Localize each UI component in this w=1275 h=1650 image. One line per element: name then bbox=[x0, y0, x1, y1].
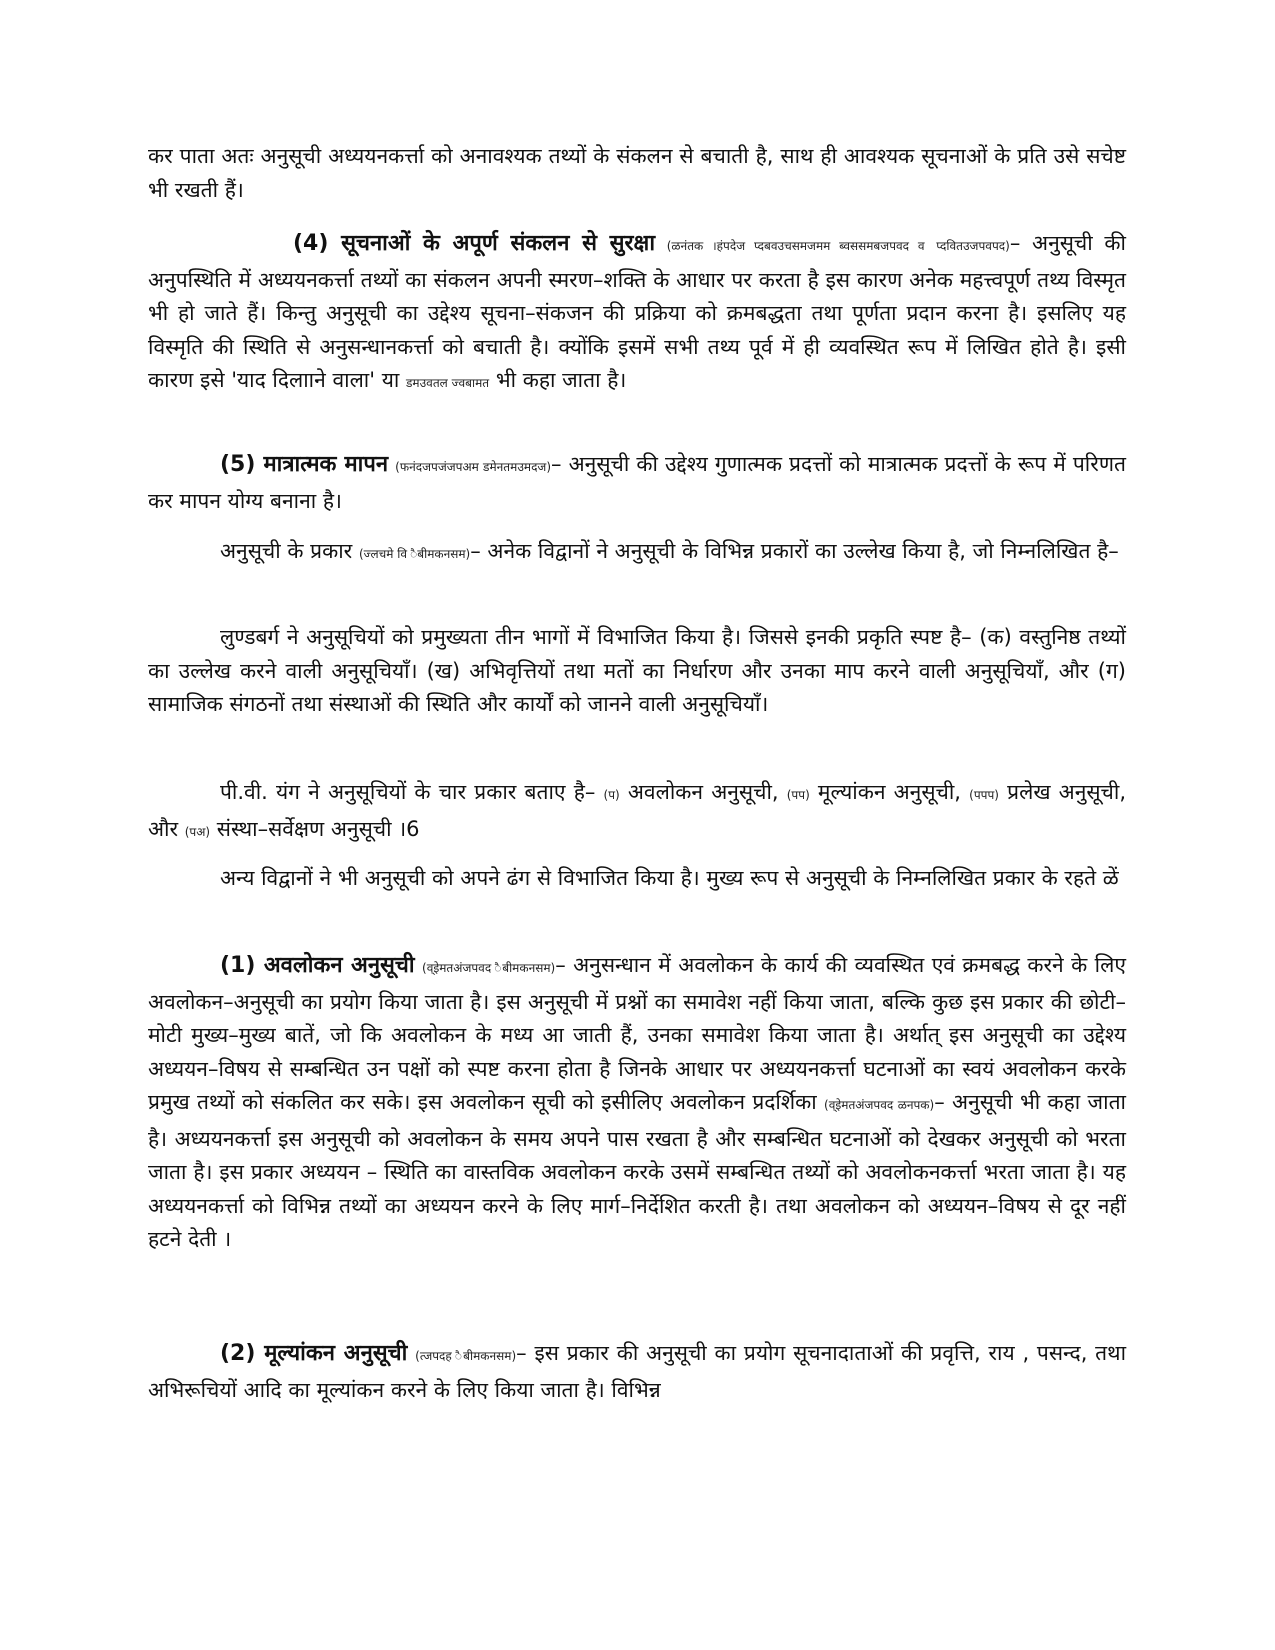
body-point-4-tail: भी कहा जाता है। bbox=[489, 368, 627, 392]
marker-4: (पअ) bbox=[184, 824, 211, 839]
types-lead: अनुसूची के प्रकार bbox=[220, 539, 359, 563]
types-body: – अनेक विद्वानों ने अनुसूची के विभिन्न प्रकारों का उल्लेख किया है, जो निम्नलिखित है– bbox=[470, 539, 1119, 563]
paragraph-lundberg: लुण्डबर्ग ने अनुसूचियों को प्रमुख्यता तीन भागों में विभाजित किया है। जिससे इनकी प्रकृति स्पष्ट है– (क) वस्तुनिष्ठ तथ्यों का उल्लेख करने वाली अनुसूचियाँ। (ख) अभिवृत्तियों तथा मतों का निर्धारण और उनका माप करने वाली अनुसूचियाँ, और (ग) सामाजिक संगठनों तथा संस्थाओं की स्थिति और कार्यों को जानने वाली अनुसूचियाँ। bbox=[148, 625, 1126, 716]
english-term-rating: (त्जपदह ैबीमकनसम) bbox=[415, 1349, 517, 1363]
english-term-point-4: (ळनंतक ।हंपदेज प्दबवउचसमजमम ब्वससमबजपवद व bbox=[666, 239, 925, 253]
english-term-point-4-cont: प्दवितउजपवपद) bbox=[936, 239, 1010, 253]
body-observation: – अनुसन्धान में अवलोकन के कार्य की व्यवस्थित एवं क्रमबद्ध करने के लिए अवलोकन–अनुसूची का प्रयोग किया जाता है। इस अनुसूची में प्रश्नों का समावेश नहीं किया जाता, बल्कि कुछ इस प्रकार की छोटी–मोटी मुख्य–मुख्य बातें, जो कि अवलोकन के मध्य आ जाती हैं, उनका समावेश किया जाता है। अर्थात् इस अनुसूची का उद्देश्य अध्ययन–विषय से सम्बन्धित उन पक्षों को स्पष्ट करना होता है जिनके आधार पर अध्ययनकर्त्ता घटनाओं का स्वयं अवलोकन करके प्रमुख तथ्यों को संकलित कर सके। इस अवलोकन सूची को इसीलिए अवलोकन प्रदर्शिका bbox=[148, 953, 1126, 1114]
body-point-5: – अनुसूची की उद्देश्य गुणात्मक प्रदत्तों को मात्रात्मक प्रदत्तों के रूप में परिणत कर मापन योग्य बनाना है। bbox=[148, 452, 1126, 513]
marker-1: (प) bbox=[603, 788, 620, 802]
paragraph-other-scholars: अन्य विद्वानों ने भी अनुसूची को अपने ढंग से विभाजित किया है। मुख्य रूप से अनुसूची के निम्नलिखित प्रकार के रहते ळें bbox=[220, 866, 1119, 890]
paragraph-point-5 bbox=[148, 448, 1126, 518]
paragraph-rating-schedule bbox=[148, 1337, 1126, 1407]
paragraph-intro: कर पाता अतः अनुसूची अध्ययनकर्त्ता को अनावश्यक तथ्यों के संकलन से बचाती है, साथ ही आवश्यक सूचनाओं के प्रति उसे सचेष्ट भी रखती हैं। bbox=[148, 144, 1127, 202]
paragraph-observation-schedule bbox=[148, 949, 1126, 1257]
marker-2: (पप) bbox=[786, 788, 810, 802]
heading-point-4: (4) सूचनाओं के अपूर्ण संकलन से सुरक्षा bbox=[293, 231, 656, 256]
english-term-memory: डमउवतल ज्वबामत bbox=[406, 376, 490, 390]
body-observation-2: – अनुसूची भी कहा जाता है। अध्ययनकर्त्ता इस अनुसूची को अवलोकन के समय अपने पास रखता है और सम्बन्धित घटनाओं को देखकर अनुसूची को भरता जाता है। इस प्रकार अध्ययन – स्थिति का वास्तविक अवलोकन करके उसमें सम्बन्धित तथ्यों को अवलोकनकर्त्ता भरता जाता है। यह अध्ययनकर्त्ता को विभिन्न तथ्यों का अध्ययन करने के लिए मार्ग–निर्देशित करती है। तथा अवलोकन को अध्ययन–विषय से दूर नहीं हटने देती । bbox=[148, 1090, 1126, 1251]
paragraph-point-4 bbox=[148, 227, 1126, 401]
marker-3: (पपप) bbox=[969, 788, 999, 802]
english-term-types: (ज्लचमे वि ैबीमकनसम) bbox=[358, 547, 471, 561]
young-text-a: पी.वी. यंग ने अनुसूचियों के चार प्रकार बताए है– bbox=[220, 780, 604, 804]
paragraph-young bbox=[148, 776, 1126, 849]
english-term-point-5: (फनंदजपजंजपअम डमेनतमउमदज) bbox=[395, 460, 552, 474]
heading-rating: (2) मूल्यांकन अनुसूची bbox=[220, 1341, 408, 1366]
young-text-b: अवलोकन अनुसूची, bbox=[619, 780, 787, 804]
body-rating: – इस प्रकार की अनुसूची का प्रयोग सूचनादाताओं की प्रवृत्ति, राय , पसन्द, तथा अभिरूचियों आदि का मूल्यांकन करने के लिए किया जाता है। विभिन्न bbox=[148, 1341, 1127, 1402]
english-term-observation: (व्इेमतअंजपवद ैबीमकनसम) bbox=[422, 961, 556, 975]
young-text-e: संस्था–सर्वेक्षण अनुसूची ।6 bbox=[210, 816, 420, 841]
body-point-4: – अनुसूची की अनुपस्थिति में अध्ययनकर्त्ता तथ्यों का संकलन अपनी स्मरण–शक्ति के आधार पर करता है इस कारण अनेक महत्त्वपूर्ण तथ्य विस्मृत भी हो जाते हैं। किन्तु अनुसूची का उद्देश्य सूचना–संकजन की प्रक्रिया को क्रमबद्धता तथा पूर्णता प्रदान करना है। इसलिए यह विस्मृति की स्थिति से अनुसन्धानकर्त्ता को बचाती है। क्योंकि इसमें सभी तथ्य पूर्व में ही व्यवस्थित रूप में लिखित होते है। इसी कारण इसे 'याद दिलााने वाला' या bbox=[148, 231, 1126, 392]
young-text-c: मूल्यांकन अनुसूची, bbox=[809, 780, 970, 804]
heading-point-5: (5) मात्रात्मक मापन bbox=[220, 452, 389, 477]
english-term-guide: (व्इेमतअंजपवद ळनपक) bbox=[824, 1098, 935, 1112]
paragraph-types bbox=[148, 535, 1126, 572]
young-text-d: प्रलेख अनुसूची, और bbox=[148, 780, 1127, 841]
heading-observation: (1) अवलोकन अनुसूची bbox=[220, 953, 415, 978]
